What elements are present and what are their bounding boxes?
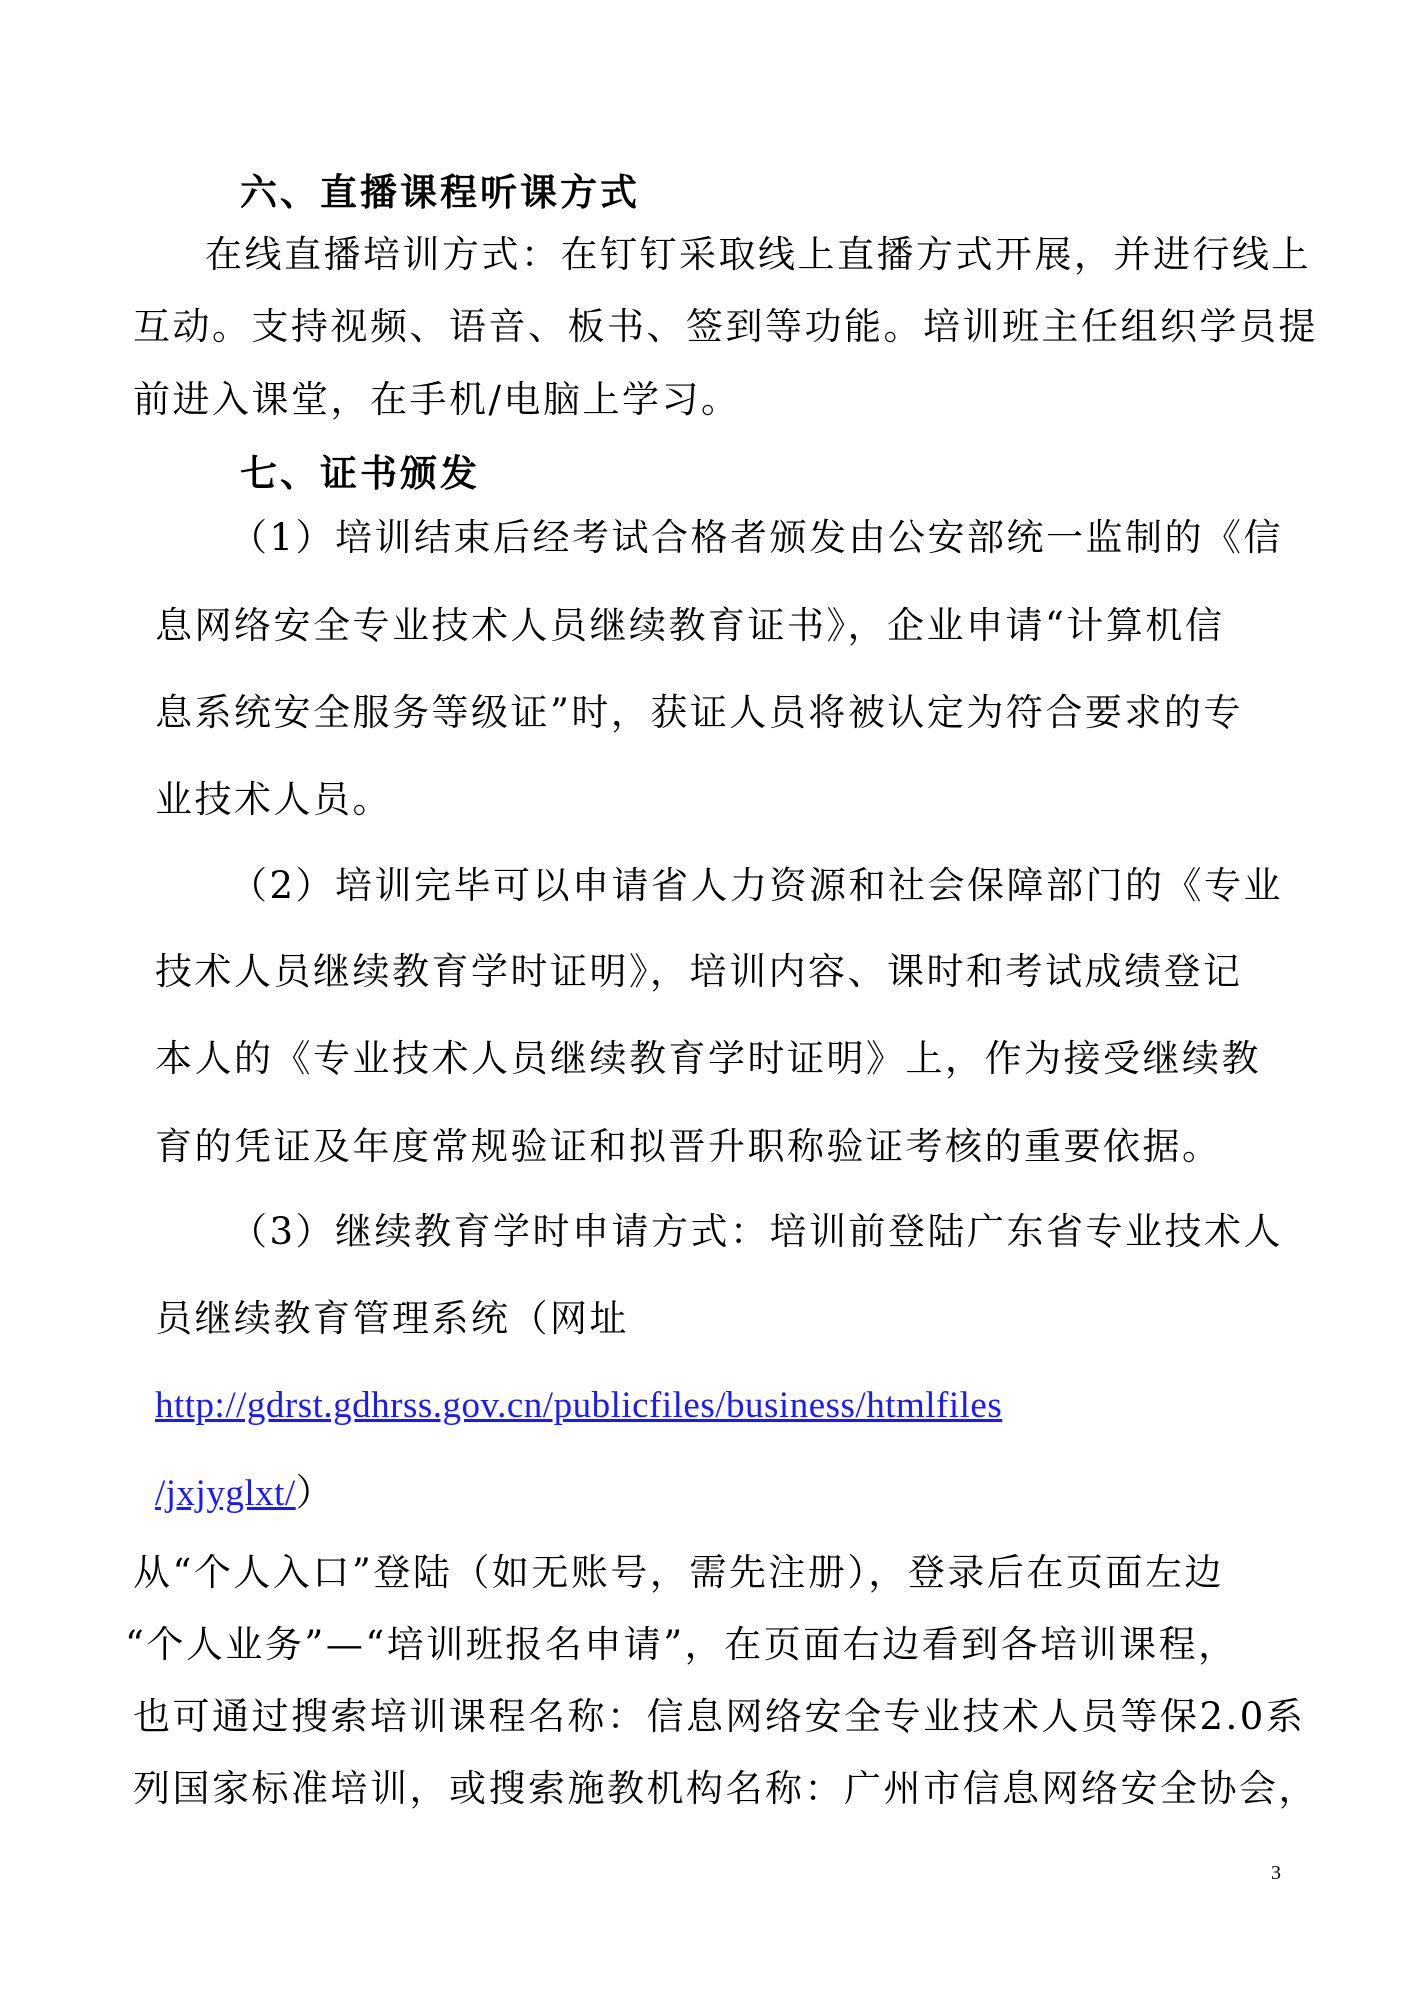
registration-url-line-2 bbox=[155, 1470, 335, 1517]
item2-line-4: 育的凭证及年度常规验证和拟晋升职称验证考核的重要依据。 bbox=[155, 1125, 1222, 1168]
item3-line-1: （3）继续教育学时申请方式：培训前登陆广东省专业技术人 bbox=[230, 1210, 1284, 1253]
section6-line-1: 在线直播培训方式：在钉钉采取线上直播方式开展，并进行线上 bbox=[205, 233, 1311, 276]
registration-url-link-continued[interactable]: /jxjyglxt/ bbox=[155, 1473, 296, 1514]
section6-line-3: 前进入课堂，在手机/电脑上学习。 bbox=[133, 378, 741, 421]
item1-line-1: （1）培训结束后经考试合格者颁发由公安部统一监制的《信 bbox=[230, 516, 1284, 559]
item1-line-2: 息网络安全专业技术人员继续教育证书》，企业申请“计算机信 bbox=[155, 604, 1225, 647]
section6-line-2: 互动。支持视频、语音、板书、签到等功能。培训班主任组织学员提 bbox=[133, 305, 1318, 348]
tail-line-4: 列国家标准培训，或搜索施教机构名称：广州市信息网络安全协会， bbox=[133, 1767, 1318, 1810]
item2-line-2: 技术人员继续教育学时证明》，培训内容、课时和考试成绩登记 bbox=[155, 950, 1243, 993]
tail-line-3: 也可通过搜索培训课程名称：信息网络安全专业技术人员等保2.0系 bbox=[133, 1695, 1306, 1738]
item1-line-4: 业技术人员。 bbox=[155, 778, 392, 821]
tail-line-1: 从“个人入口”登陆（如无账号，需先注册），登录后在页面左边 bbox=[133, 1551, 1224, 1594]
item2-line-3: 本人的《专业技术人员继续教育学时证明》上，作为接受继续教 bbox=[155, 1037, 1261, 1080]
page-number: 3 bbox=[1271, 1862, 1281, 1884]
item1-line-3: 息系统安全服务等级证”时，获证人员将被认定为符合要求的专 bbox=[155, 691, 1243, 734]
item2-line-1: （2）培训完毕可以申请省人力资源和社会保障部门的《专业 bbox=[230, 864, 1284, 907]
url-close-paren: ） bbox=[295, 1471, 336, 1514]
section7-heading: 七、证书颁发 bbox=[240, 452, 480, 495]
item3-line-2: 员继续教育管理系统（网址 bbox=[155, 1297, 629, 1340]
section6-heading: 六、直播课程听课方式 bbox=[240, 171, 640, 214]
registration-url-link[interactable]: http://gdrst.gdhrss.gov.cn/publicfiles/business/htmlfiles bbox=[155, 1385, 1003, 1426]
tail-line-2: “个人业务”—“培训班报名申请”，在页面右边看到各培训课程， bbox=[125, 1623, 1238, 1666]
